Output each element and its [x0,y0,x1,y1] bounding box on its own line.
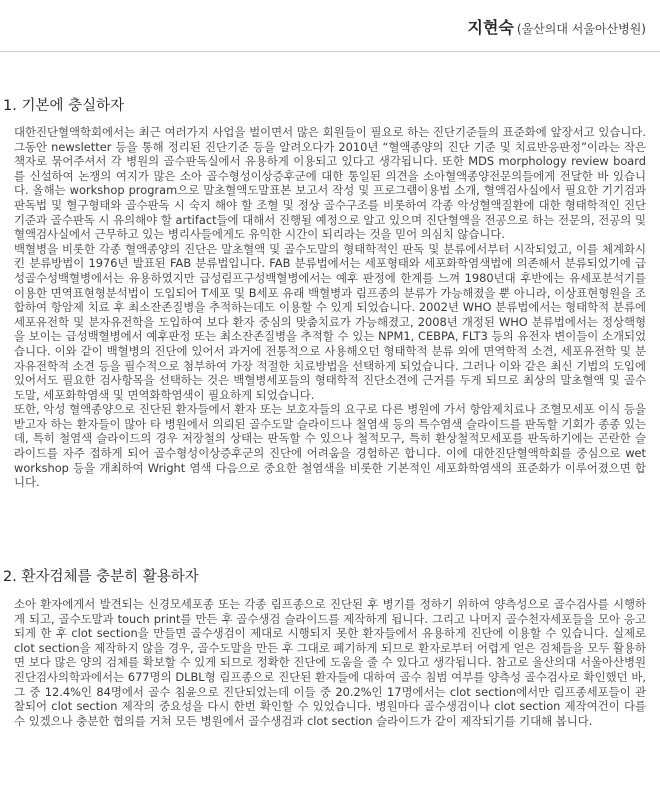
paragraph: 또한, 악성 혈액종양으로 진단된 환자들에서 환자 또는 보호자들의 요구로 다른 병원에 가서 항암제치료나 조혈모세포 이식 등을 받고자 하는 환자들이 많아 타 병원에서 의뢰된 골수도말 슬라이드나 철염색 등의 특수염색 슬라이드를 판독할 기회가 종종 있는데, 특히 철염색 슬라이드의 경우 저장철의 상태는 판독할 수 있으나 철적모구, 특히 환상철적모세포를 판독하기에는 곤란한 슬라이드를 자주 접하게 되어 골수형성이상증후군의 진단에 어려움을 경험하곤 합니다. 이에 대한진단혈액학회를 중심으로 wet workshop 등을 개최하여 Wright 염색 다음으로 중요한 철염색을 비롯한 기본적인 세포화학염색의 표준화가 이루어졌으면 합니다. [14,402,646,490]
section-title-specimens: 2. 환자검체를 충분히 활용하자 [3,569,199,585]
section-body-specimens [14,597,646,728]
author-name: 지현숙 [467,18,514,37]
page-header [0,0,660,52]
section-title-basics: 1. 기본에 충실하자 [3,98,125,114]
section-body-basics [14,125,646,490]
paragraph: 대한진단혈액학회에서는 최근 여러가지 사업을 벌이면서 많은 회원들이 필요로 하는 진단기준들의 표준화에 앞장서고 있습니다. 그동안 newsletter 등을 통해 정리된 진단기준 등을 알려오다가 2010년 “혈액종양의 진단 기준 및 치료반응판정”이라는 작은 책자로 묶어주셔서 각 병원의 골수판독실에서 유용하게 이용되고 있다고 생각됩니다. 또한 MDS morphology review board를 신설하여 논쟁의 여지가 많은 소아 골수형성이상증후군에 대한 통일된 의견을 소아혈액종양전문의들에게 전달한 바 있습니다. 올해는 workshop program으로 말초혈액도말표본 보고서 작성 및 프로그램이용법 소개, 혈액검사실에서 필요한 기기검과 판독법 및 혈구형태와 골수판독 시 숙지 해야 할 조혈 및 정상 골수구조를 비롯하여 각종 악성혈액질환에 대한 형태학적인 진단기준과 골수판독 시 유의해야 할 artifact들에 대해서 진행될 예정으로 알고 있으며 진단혈액을 전공으로 하는 전문의, 전공의 및 혈액검사실에서 근무하고 있는 병리사들에게도 유익한 시간이 되리라는 것을 믿어 의심치 않습니다. [14,125,646,242]
paragraph: 백혈병을 비롯한 각종 혈액종양의 진단은 말초혈액 및 골수도말의 형태학적인 판독 및 분류에서부터 시작되었고, 이를 체계화시킨 분류방법이 1976년 발표된 FAB 분류법입니다. FAB 분류법에서는 세포형태와 세포화학염색법에 의존해서 분류되었기에 급성골수성백혈병에서는 유용하였지만 급성림프구성백혈병에서는 예후 판정에 한계를 느껴 1980년대 후반에는 유세포분석기를 이용한 면역표현형분석법이 도입되어 T세포 및 B세포 유래 백혈병과 림프종의 분류가 가능해졌을 뿐 아니라, 이상표현형원을 조합하여 항암제 치료 후 최소잔존질병을 추적하는데도 이용할 수 있게 되었습니다. 2002년 WHO 분류법에서는 형태학적 분류에 세포유전학 및 분자유전학을 도입하여 보다 환자 중심의 맞춤치료가 가능해졌고, 2008년 개정된 WHO 분류법에서는 정상핵형을 보이는 급성백혈병에서 예후판정 또는 최소잔존질병을 추적할 수 있는 NPM1, CEBPA, FLT3 등의 유전자 변이들이 소개되었습니다. 이와 같이 백혈병의 진단에 있어서 과거에 전통적으로 사용해오던 형태학적 분류 외에 면역학적 소견, 세포유전학 및 분자유전학적 소견 등을 필수적으로 첨부하여 가장 적절한 치료방법을 선택하게 되었습니다. 그러나 이와 같은 최신 기법의 도입에 있어서도 필요한 검사항목을 선택하는 것은 백혈병세포들의 형태학적 진단소견에 근거를 두게 되므로 최상의 말초혈액 및 골수도말, 세포화학염색 및 면역화학염색이 필요하게 되었습니다. [14,241,646,402]
author-line [468,15,646,38]
paragraph: 소아 환자에게서 발견되는 신경모세포종 또는 각종 림프종으로 진단된 후 병기를 정하기 위하여 양측성으로 골수검사를 시행하게 되고, 골수도말과 touch print를 만든 후 골수생검 슬라이드를 제작하게 됩니다. 그리고 나머지 골수천자세포들을 모아 응고되게 한 후 clot section을 만들면 골수생검이 제대로 시행되지 못한 환자들에서 유용하게 진단에 이용할 수 있습니다. 실제로 clot section을 제작하지 않을 경우, 골수도말을 만든 후 그대로 폐기하게 되므로 환자로부터 어렵게 얻은 검체들을 모두 활용하면 보다 많은 양의 검체를 확보할 수 있게 되므로 정확한 진단에 도움을 줄 수 있다고 생각됩니다. 참고로 울산의대 서울아산병원 진단검사의학과에서는 677명의 DLBL형 림프종으로 진단된 환자들에 대하여 골수 침범 여부를 양측성 골수검사로 확인했던 바, 그 중 12.4%인 84명에서 골수 침윤으로 진단되었는데 이들 중 20.2%인 17명에서는 clot section에서만 림프종세포들이 관찰되어 clot section 제작의 중요성을 다시 한번 확인할 수 있었습니다. 병원마다 골수생검이나 clot section 제작여건이 다를 수 있겠으나 충분한 협의를 거쳐 모든 병원에서 골수생검과 clot section 슬라이드가 같이 제작되기를 기대해 봅니다. [14,597,646,728]
author-affiliation: (울산의대 서울아산병원) [516,22,646,36]
